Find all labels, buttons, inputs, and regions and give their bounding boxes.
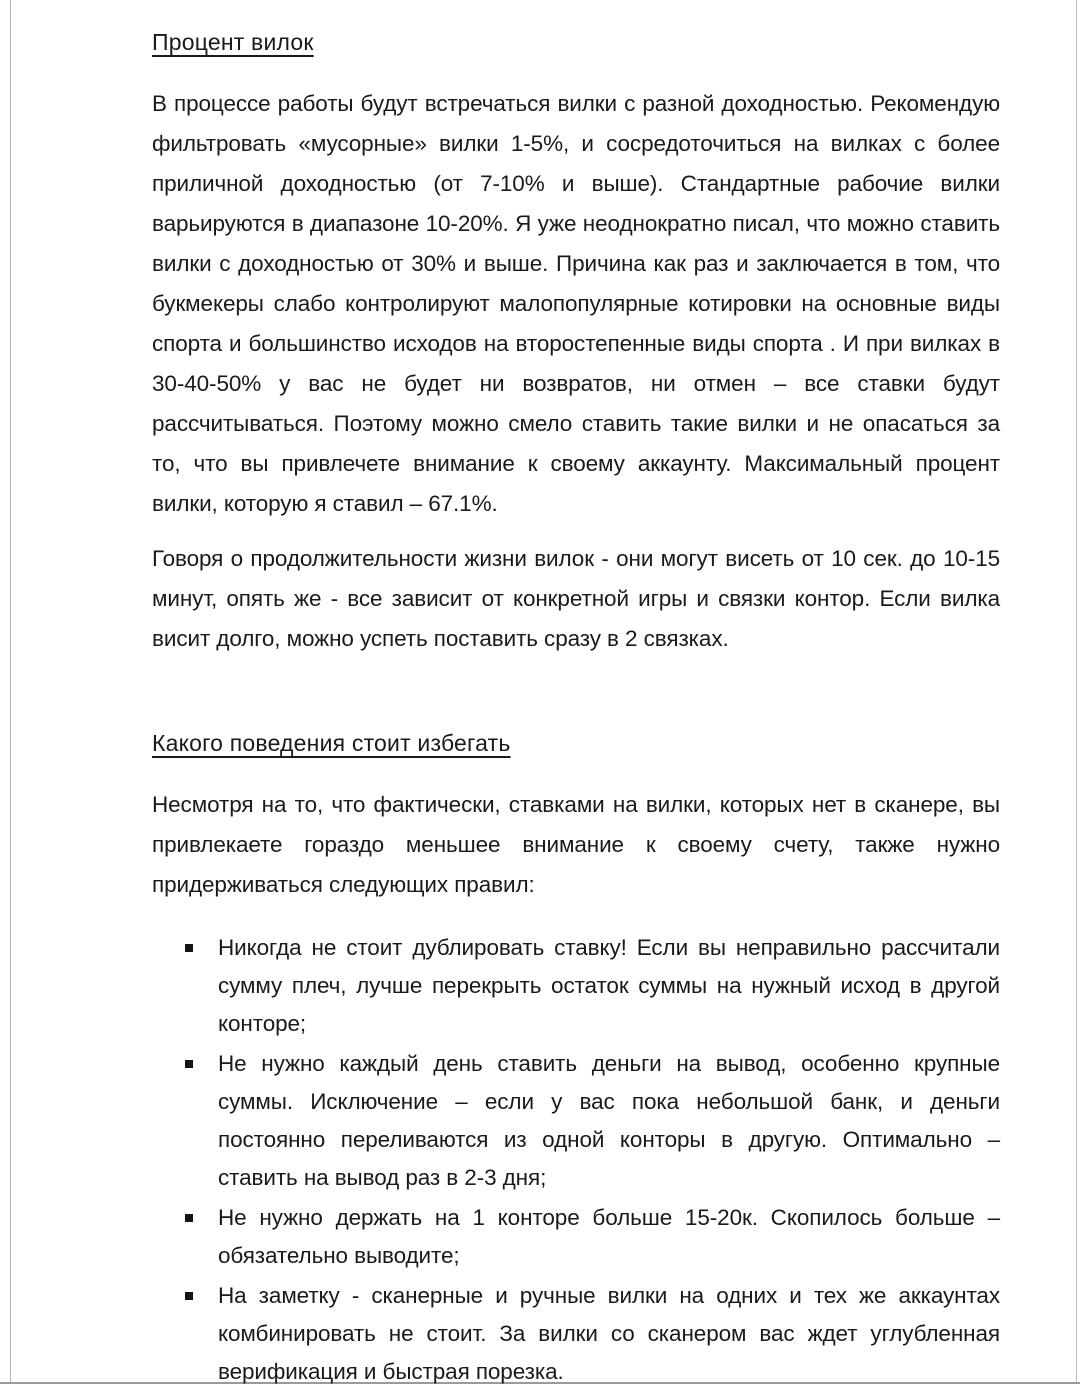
- bullet-square-icon: [185, 1060, 193, 1068]
- list-item-text-scanner-vs-manual: На заметку - сканерные и ручные вилки на одних и тех же аккаунтах комбинировать не стоит. За вилки со сканером вас ждет углубленная верификация и быстрая порезка.: [218, 1283, 1000, 1384]
- document-content: [152, 26, 1000, 1393]
- paragraph-profitability: В процессе работы будут встречаться вилки с разной доходностью. Рекомендую фильтровать «мусорные» вилки 1-5%, и сосредоточиться на вилках с более приличной доходностью (от 7-10% и выше). Стандартные рабочие вилки варьируются в диапазоне 10-20%. Я уже неоднократно писал, что можно ставить вилки с доходностью от 30% и выше. Причина как раз и заключается в том, что букмекеры слабо контролируют малопопулярные котировки на основные виды спорта и большинство исходов на второстепенные виды спорта . И при вилках в 30-40-50% у вас не будет ни возвратов, ни отмен – все ставки будут рассчитываться. Поэтому можно смело ставить такие вилки и не опасаться за то, что вы привлечете внимание к своему аккаунту. Максимальный процент вилки, которую я ставил – 67.1%.: [152, 91, 1000, 516]
- list-item: [152, 1045, 1000, 1197]
- section-heading-percent-vilok: Процент вилок: [152, 29, 314, 55]
- paragraph-rules-intro: Несмотря на то, что фактически, ставками на вилки, которых нет в сканере, вы привлекаете гораздо меньшее внимание к своему счету, также нужно придерживаться следующих правил:: [152, 792, 1000, 897]
- list-item-text-no-duplicate-bets: Никогда не стоит дублировать ставку! Если вы неправильно рассчитали сумму плеч, лучше перекрыть остаток суммы на нужный исход в другой конторе;: [218, 935, 1000, 1036]
- section-percent-vilok: [152, 26, 1000, 659]
- list-item-text-balance-limit: Не нужно держать на 1 конторе больше 15-20к. Скопилось больше – обязательно выводите;: [218, 1205, 1000, 1268]
- section-heading-behavior-to-avoid: Какого поведения стоит избегать: [152, 730, 511, 756]
- bullet-square-icon: [185, 944, 193, 952]
- bullet-square-icon: [185, 1214, 193, 1222]
- list-item: [152, 1199, 1000, 1275]
- section-behavior-to-avoid: [152, 727, 1000, 1391]
- page-left-edge-line: [10, 0, 11, 1384]
- bullet-square-icon: [185, 1292, 193, 1300]
- paragraph-lifetime: Говоря о продолжительности жизни вилок - они могут висеть от 10 сек. до 10-15 минут, опять же - все зависит от конкретной игры и связки контор. Если вилка висит долго, можно успеть поставить сразу в 2 связках.: [152, 546, 1000, 651]
- page-right-edge-line: [1076, 0, 1077, 1384]
- list-item: [152, 929, 1000, 1043]
- rules-bullet-list: [152, 929, 1000, 1391]
- list-item: [152, 1277, 1000, 1391]
- list-item-text-withdrawal-frequency: Не нужно каждый день ставить деньги на вывод, особенно крупные суммы. Исключение – если у вас пока небольшой банк, и деньги постоянно переливаются из одной конторы в другую. Оптимально – ставить на вывод раз в 2-3 дня;: [218, 1051, 1000, 1190]
